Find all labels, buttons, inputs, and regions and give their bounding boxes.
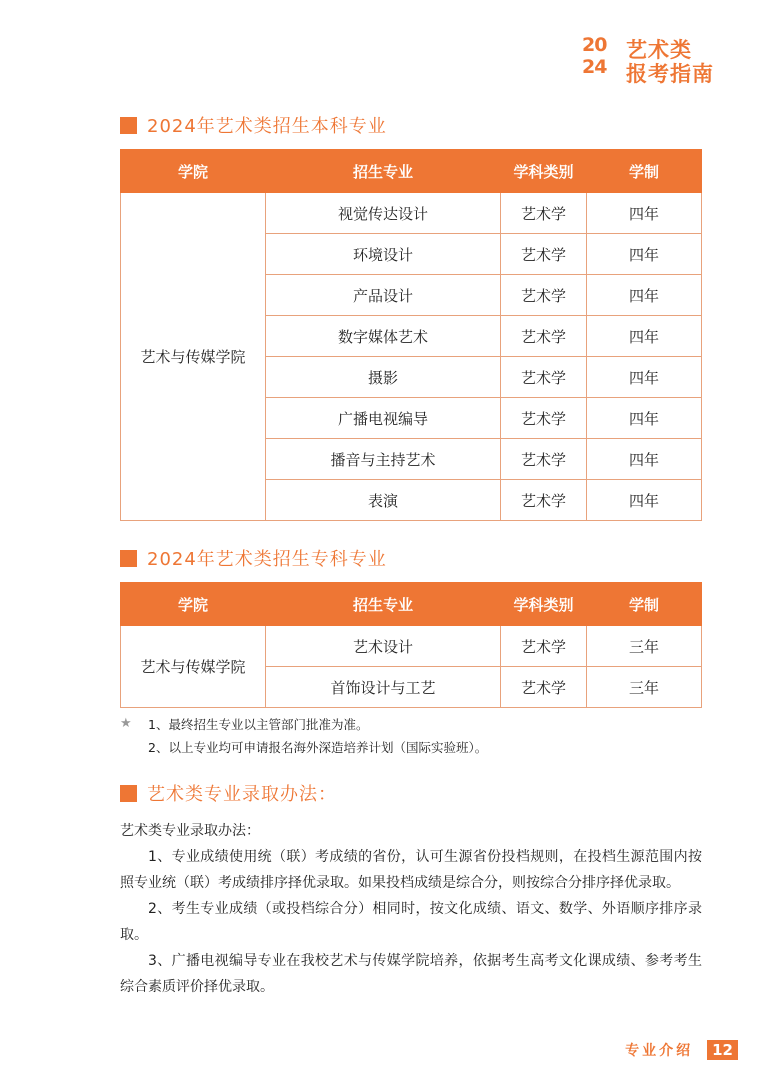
- major-cell: 摄影: [266, 357, 501, 398]
- duration-cell: 四年: [587, 439, 702, 480]
- category-cell: 艺术学: [501, 439, 587, 480]
- header-college: 学院: [121, 583, 266, 626]
- category-cell: 艺术学: [501, 193, 587, 234]
- duration-cell: 四年: [587, 357, 702, 398]
- undergrad-table: [120, 149, 702, 521]
- duration-cell: 四年: [587, 193, 702, 234]
- logo-line-2: 报考指南: [626, 62, 714, 86]
- star-icon: ★: [120, 716, 132, 731]
- section-undergrad-heading: [120, 112, 387, 138]
- duration-cell: 四年: [587, 234, 702, 275]
- header-category: 学科类别: [501, 583, 587, 626]
- logo-line-1: 艺术类: [626, 38, 692, 62]
- college-cell: 艺术与传媒学院: [121, 626, 266, 708]
- section-vocational-title: 2024年艺术类招生专科专业: [147, 549, 387, 570]
- header-major: 招生专业: [266, 583, 501, 626]
- admission-paragraph: 1、专业成绩使用统（联）考成绩的省份，认可生源省份投档规则，在投档生源范围内按照专业统（联）考成绩排序择优录取。如果投档成绩是综合分，则按综合分排序择优录取。: [120, 849, 702, 891]
- major-cell: 数字媒体艺术: [266, 316, 501, 357]
- vocational-table: [120, 582, 702, 708]
- heading-square-icon: [120, 785, 137, 802]
- table-header-row: [121, 150, 702, 193]
- admission-method: [120, 818, 702, 1000]
- section-admission-heading: [120, 780, 337, 806]
- logo-year: [582, 34, 624, 78]
- admission-paragraph: 3、广播电视编导专业在我校艺术与传媒学院培养，依据考生高考文化课成绩、参考考生综合素质评价择优录取。: [120, 953, 702, 995]
- major-cell: 播音与主持艺术: [266, 439, 501, 480]
- duration-cell: 四年: [587, 398, 702, 439]
- category-cell: 艺术学: [501, 357, 587, 398]
- category-cell: 艺术学: [501, 275, 587, 316]
- major-cell: 表演: [266, 480, 501, 521]
- logo-year-top: 20: [582, 34, 607, 56]
- header-major: 招生专业: [266, 150, 501, 193]
- major-cell: 视觉传达设计: [266, 193, 501, 234]
- page-footer: [625, 1040, 738, 1060]
- header-duration: 学制: [587, 150, 702, 193]
- duration-cell: 三年: [587, 667, 702, 708]
- footer-label: 专业介绍: [625, 1043, 694, 1059]
- section-admission-title: 艺术类专业录取办法：: [147, 784, 337, 805]
- admission-paragraph: 2、考生专业成绩（或投档综合分）相同时，按文化成绩、语文、数学、外语顺序排序录取。: [120, 901, 702, 943]
- category-cell: 艺术学: [501, 480, 587, 521]
- section-undergrad-title: 2024年艺术类招生本科专业: [147, 116, 387, 137]
- major-cell: 首饰设计与工艺: [266, 667, 501, 708]
- guide-logo: [582, 34, 722, 84]
- duration-cell: 三年: [587, 626, 702, 667]
- header-college: 学院: [121, 150, 266, 193]
- table-header-row: [121, 583, 702, 626]
- college-cell: 艺术与传媒学院: [121, 193, 266, 521]
- duration-cell: 四年: [587, 480, 702, 521]
- heading-square-icon: [120, 550, 137, 567]
- major-cell: 艺术设计: [266, 626, 501, 667]
- category-cell: 艺术学: [501, 626, 587, 667]
- note-item: [120, 712, 487, 735]
- page-number: 12: [707, 1040, 738, 1060]
- header-duration: 学制: [587, 583, 702, 626]
- major-cell: 环境设计: [266, 234, 501, 275]
- note-item: [120, 735, 487, 758]
- table-row: [121, 193, 702, 234]
- admission-intro: 艺术类专业录取办法：: [120, 823, 260, 839]
- table-row: [121, 626, 702, 667]
- major-cell: 广播电视编导: [266, 398, 501, 439]
- header-category: 学科类别: [501, 150, 587, 193]
- duration-cell: 四年: [587, 275, 702, 316]
- note-text: 2、以上专业均可申请报名海外深造培养计划（国际实验班）。: [148, 739, 488, 755]
- duration-cell: 四年: [587, 316, 702, 357]
- major-cell: 产品设计: [266, 275, 501, 316]
- category-cell: 艺术学: [501, 398, 587, 439]
- category-cell: 艺术学: [501, 316, 587, 357]
- category-cell: 艺术学: [501, 234, 587, 275]
- section-vocational-heading: [120, 545, 387, 571]
- logo-year-bottom: 24: [582, 56, 607, 78]
- notes: [120, 712, 487, 758]
- heading-square-icon: [120, 117, 137, 134]
- note-text: 1、最终招生专业以主管部门批准为准。: [148, 716, 369, 732]
- category-cell: 艺术学: [501, 667, 587, 708]
